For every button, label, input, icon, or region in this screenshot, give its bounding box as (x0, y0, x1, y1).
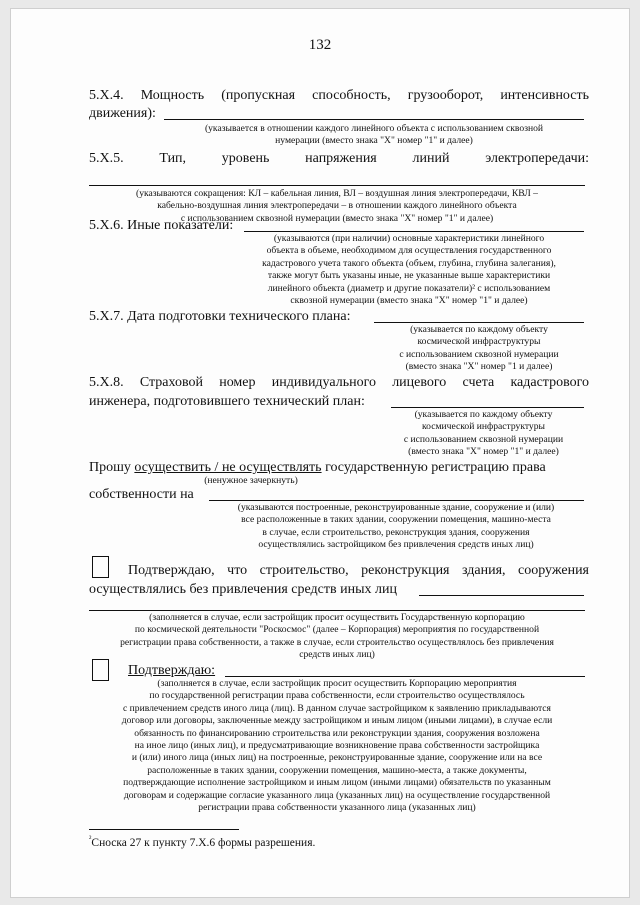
section-5x8-heading: 5.Х.8. Страховой номер индивидуального лицевого счета кадастрового (89, 375, 589, 390)
power-input-line[interactable] (164, 119, 584, 120)
snils-input-line[interactable] (391, 407, 584, 408)
section-5x4-heading: 5.Х.4. Мощность (пропускная способность, грузооборот, интенсивность (89, 88, 589, 103)
section-5x4-note: (указывается в отношении каждого линейного объекта с использованием сквозной нумерации (вместо знака "Х" номер "1" и далее) (204, 123, 544, 147)
other-indicators-input-line[interactable] (244, 231, 584, 232)
choice-note: (ненужное зачеркнуть) (204, 475, 298, 486)
footnote-mark: ² (89, 834, 92, 843)
confirm-third-party-label: Подтверждаю: (128, 663, 216, 678)
section-5x7-heading: 5.Х.7. Дата подготовки технического плана: (89, 309, 351, 324)
ownership-note: (указываются построенные, реконструированные здание, сооружение и (или) все расположенные в таких здании, сооружении помещения, машино-места в случае, если строительство, реконструкция здания, сооружения осуществлялись застройщиком без привлечения средств иных лиц) (237, 502, 555, 551)
confirm-no-third-party-note: (заполняется в случае, если застройщик просит осуществить Государственную корпорацию по космической деятельности "Роскосмос" (далее – Корпорация) мероприятия по государственной регистрации права собственности, а также в случае, если строительство осуществлялось без привлечения средств иных лиц) (120, 612, 554, 661)
section-5x4-heading-cont: движения): (89, 106, 156, 121)
document-page (10, 8, 630, 898)
footnote-text: Сноска 27 к пункту 7.Х.6 формы разрешения. (91, 836, 316, 849)
plan-date-input-line[interactable] (374, 322, 584, 323)
footnote (89, 832, 315, 850)
page-number: 132 (308, 37, 332, 53)
confirm-no-third-party-input-line[interactable] (419, 595, 584, 596)
section-5x5-heading: 5.Х.5. Тип, уровень напряжения линий электропередачи: (89, 151, 589, 166)
section-5x6-heading: 5.Х.6. Иные показатели: (89, 218, 234, 233)
confirm-no-third-party-text: Подтверждаю, что строительство, реконструкция здания, сооружения (128, 563, 589, 578)
confirm-no-third-party-input-line-2[interactable] (89, 610, 585, 611)
confirm-no-third-party-text-cont: осуществлялись без привлечения средств иных лиц (89, 582, 397, 597)
registration-choice[interactable]: осуществить / не осуществлять (134, 460, 322, 475)
ownership-label: собственности на (89, 487, 194, 502)
ownership-object-input-line[interactable] (209, 500, 584, 501)
confirm-no-third-party-checkbox[interactable] (92, 556, 109, 578)
section-5x8-heading-cont: инженера, подготовившего технический план: (89, 394, 365, 409)
confirm-third-party-input-line[interactable] (225, 676, 585, 677)
confirm-third-party-note: (заполняется в случае, если застройщик просит осуществить Корпорацию мероприятия по государственной регистрации права собственности, если строительство осуществлялось с привлечением средств иного лица (лиц). В данном случае застройщиком к заявлению прикладываются договор или договоры, заключенные между застройщиком и иным лицом (иными лицами), в случае если обязанность по финансированию строительства или реконструкции здания, сооружения возложена на иное лицо (иных лиц), и предусматривающие возникновение права собственности застройщика и (или) иного лица (иных лиц) на построенные, реконструированные здание, сооружение или на все расположенные в таких здании, сооружении помещения, машино-места, а также документы, подтверждающие исполнение застройщиком и иным лицом (иными лицами) обязательств по указанным договорам и содержащие согласие указанного лица (указанных лиц) на осуществление государственной регистрации права собственности указанного лица (указанных лиц) (121, 678, 553, 814)
line-type-input-line[interactable] (89, 185, 585, 186)
footnote-divider (89, 829, 239, 830)
section-5x6-note: (указываются (при наличии) основные характеристики линейного объекта в объеме, необходимом для осуществления государственного кадастрового учета такого объекта (объем, глубина, глубина залегания), также могут быть указаны иные, не указанные выше характеристики линейного объекта (диаметр и другие показатели)² с использованием сквозной нумерации (вместо знака "Х" номер "1" и далее) (262, 233, 556, 307)
section-5x5-note: (указываются сокращения: КЛ – кабельная линия, ВЛ – воздушная линия электропередачи, КВЛ – кабельно-воздушная линия электропередачи – в отношении каждого линейного объекта с использованием сквозной нумерации (вместо знака "Х" номер "1" и далее) (136, 188, 538, 224)
section-5x7-note: (указывается по каждому объекту космической инфраструктуры с использованием сквозной нумерации (вместо знака "Х" номер "1 и далее) (399, 324, 559, 373)
section-5x8-note: (указывается по каждому объекту космической инфраструктуры с использованием сквозной нумерации (вместо знака "Х" номер "1" и далее) (403, 409, 564, 458)
registration-request: Прошу осуществить / не осуществлять государственную регистрацию права (89, 460, 546, 475)
